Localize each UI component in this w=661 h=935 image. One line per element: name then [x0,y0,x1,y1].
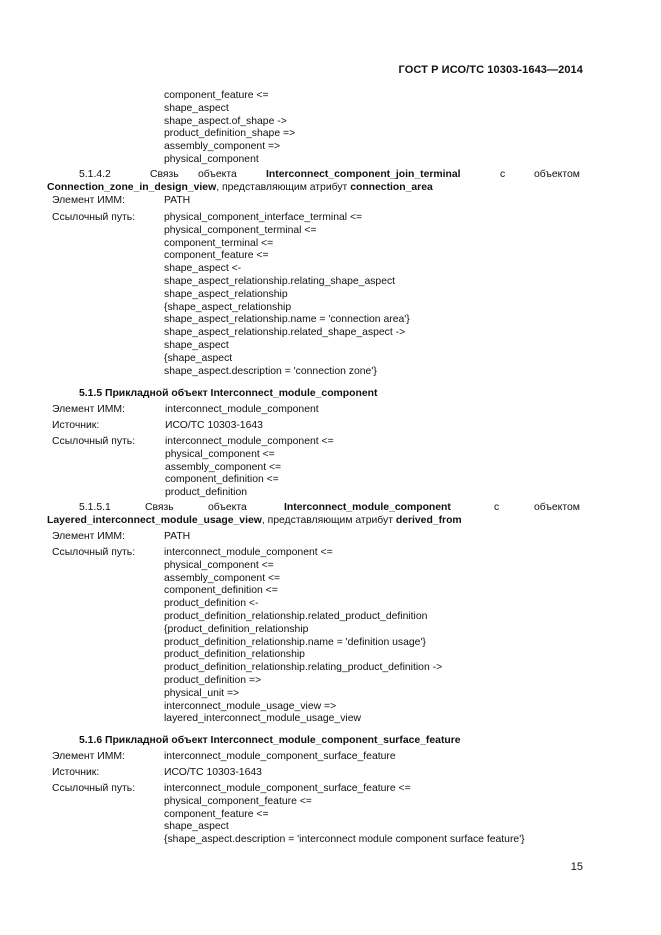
path-line: interconnect_module_component <= [165,436,334,447]
path-line: shape_aspect_relationship.related_shape_aspect -> [164,327,406,339]
path-line: assembly_component => [164,141,281,153]
path-line: layered_interconnect_module_usage_view [164,713,361,725]
source-label: Источник: [52,420,100,431]
page-number: 15 [570,861,583,873]
elem-label: Элемент ИММ: [52,195,125,206]
line2-text: , представляющим атрибут [216,182,351,193]
path-line: product_definition <- [164,598,259,610]
section-5151-word: Связь [145,502,174,513]
elem-label: Элемент ИММ: [52,531,125,542]
path-line: shape_aspect_relationship.name = 'connection area'} [164,314,410,326]
section-5151-word: с [494,502,500,513]
path-line: product_definition_relationship.related_product_definition [164,610,428,622]
ref-label: Ссылочный путь: [52,783,136,794]
section-5151-number: 5.1.5.1 [79,502,111,513]
ref-label: Ссылочный путь: [52,436,136,447]
path-line: physical_unit => [164,687,240,699]
path-line: assembly_component <= [165,461,282,473]
target-entity: Connection_zone_in_design_view [47,182,217,193]
path-line: component_feature <= [164,808,269,820]
ref-path [164,547,442,726]
path-line: physical_component <= [164,559,274,571]
section-5151-line2 [47,515,462,528]
path-line: shape_aspect_relationship.relating_shape_aspect [164,275,396,287]
source-value: ИСО/ТС 10303-1643 [165,420,263,431]
attribute-name: derived_from [395,515,462,526]
path-line: component_feature <= [164,250,269,262]
section-5142-word: объекта [198,169,237,180]
elem-value: interconnect_module_component_surface_feature [164,751,396,762]
path-line: component_definition <= [165,474,279,486]
path-line: physical_component [164,153,259,165]
path-line: shape_aspect.of_shape -> [164,115,287,127]
ref-path [165,436,334,500]
line2-text: , представляющим атрибут [261,515,396,526]
path-line: shape_aspect [164,339,229,351]
source-label: Источник: [52,767,100,778]
path-line: shape_aspect <- [164,263,242,275]
section-515-title: 5.1.5 Прикладной объект Interconnect_module_component [79,388,378,399]
path-line: product_definition_relationship.name = 'definition usage'} [164,636,426,648]
section-5142-entity: Interconnect_component_join_terminal [266,169,461,180]
section-5151-word: объекта [208,502,247,513]
path-line: interconnect_module_component <= [164,547,333,558]
path-line: interconnect_module_component_surface_feature <= [164,783,411,794]
path-line: {shape_aspect [164,352,233,364]
elem-value: PATH [164,195,191,206]
path-line: product_definition [165,487,248,499]
ref-path [164,783,525,847]
path-block-top [164,90,295,167]
path-line: shape_aspect.description = 'connection zone'} [164,365,377,377]
path-line: physical_component_interface_terminal <= [164,212,363,223]
elem-label: Элемент ИММ: [52,751,125,762]
path-line: physical_component <= [165,448,275,460]
path-line: shape_aspect [164,102,229,114]
path-line: physical_component_feature <= [164,795,312,807]
elem-value: PATH [164,531,191,542]
section-5151-word: объектом [534,502,580,513]
section-5142-word: объектом [534,169,580,180]
document-id-header: ГОСТ Р ИСО/ТС 10303-1643—2014 [398,64,583,76]
source-value: ИСО/ТС 10303-1643 [164,767,262,778]
elem-label: Элемент ИММ: [52,404,125,415]
ref-label: Ссылочный путь: [52,547,136,558]
path-line: component_definition <= [164,585,278,597]
path-line: physical_component_terminal <= [164,224,317,236]
elem-value: interconnect_module_component [165,404,319,415]
attribute-name: connection_area [350,182,433,193]
path-line: product_definition => [164,674,262,686]
section-5142-line2 [47,182,433,195]
path-line: {shape_aspect_relationship [164,301,292,313]
path-line: {shape_aspect.description = 'interconnect module component surface feature'} [164,834,525,846]
path-line: product_definition_relationship [164,649,305,661]
section-5151-entity: Interconnect_module_component [284,502,451,513]
path-line: product_definition_shape => [164,128,296,140]
path-line: interconnect_module_usage_view => [164,700,337,712]
path-line: component_feature <= [164,90,269,101]
path-line: {product_definition_relationship [164,623,309,635]
path-line: shape_aspect_relationship [164,288,288,300]
ref-label: Ссылочный путь: [52,212,136,223]
target-entity: Layered_interconnect_module_usage_view [47,515,262,526]
path-line: component_terminal <= [164,237,274,249]
path-line: shape_aspect [164,821,229,833]
section-5142-number: 5.1.4.2 [79,169,111,180]
section-5142-word: Связь [150,169,179,180]
path-line: product_definition_relationship.relating_product_definition -> [164,662,443,674]
section-5142-word: с [500,169,506,180]
ref-path [164,212,410,378]
section-516-title: 5.1.6 Прикладной объект Interconnect_module_component_surface_feature [79,735,461,746]
path-line: assembly_component <= [164,572,281,584]
